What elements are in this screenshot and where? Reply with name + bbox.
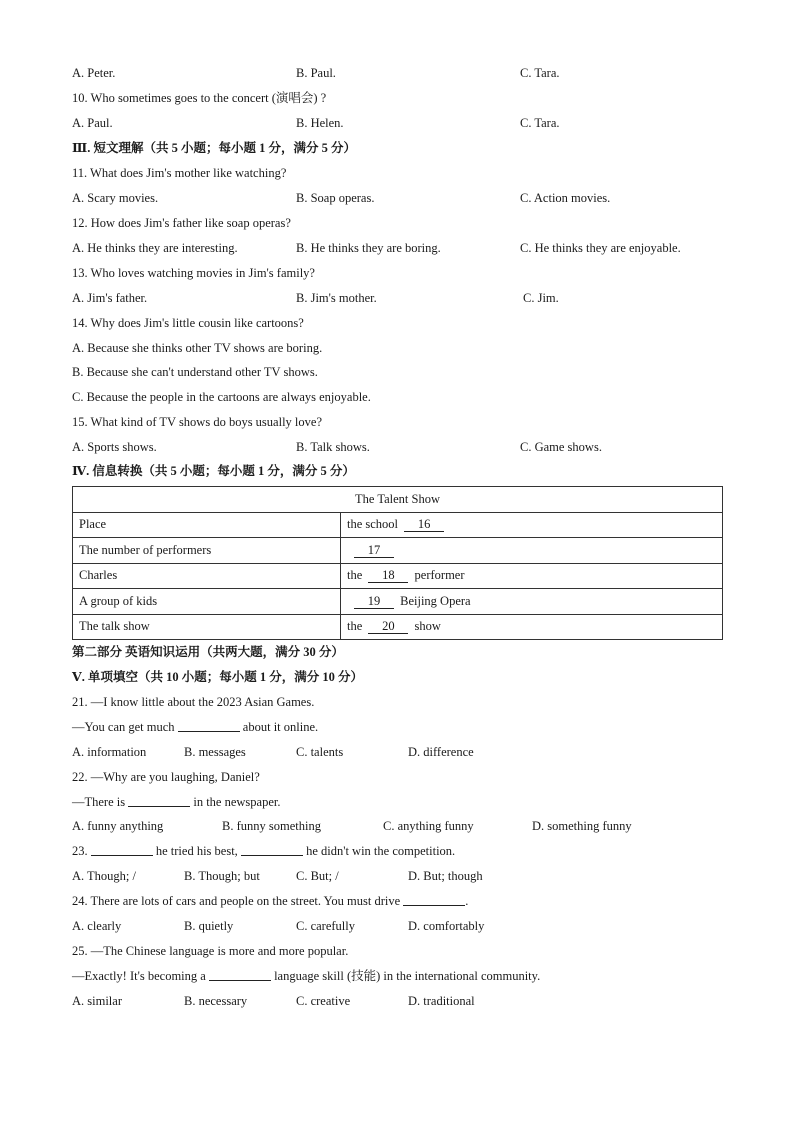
q23-option-a: A. Though; / (72, 869, 137, 883)
q13-option-a: A. Jim's father. (72, 291, 148, 305)
table-row-value (341, 589, 723, 615)
value-prefix: the school (347, 517, 402, 532)
q11-question: 11. What does Jim's mother like watching? (72, 166, 287, 180)
q23-option-d: D. But; though (408, 869, 483, 883)
q10-option-c: C. Tara. (520, 116, 560, 130)
q25-options (72, 993, 722, 1009)
q23-option-b: B. Though; but (184, 869, 260, 883)
q9-options (72, 65, 722, 81)
q24-option-a: A. clearly (72, 919, 122, 933)
q21-option-d: D. difference (408, 745, 474, 759)
q14-option-a: A. Because she thinks other TV shows are boring. (72, 341, 323, 355)
table-row (73, 512, 723, 538)
q21-blank[interactable] (178, 719, 240, 732)
q25-line-2 (72, 968, 540, 984)
q15-question: 15. What kind of TV shows do boys usually love? (72, 415, 322, 429)
q9-option-a: A. Peter. (72, 66, 116, 80)
table-row-value (341, 512, 723, 538)
q10-question: 10. Who sometimes goes to the concert (演唱会) ? (72, 91, 327, 105)
table-row-value (341, 563, 723, 589)
q22-option-d: D. something funny (532, 819, 632, 833)
q15-options (72, 439, 722, 455)
q14-option-c: C. Because the people in the cartoons are always enjoyable. (72, 390, 371, 404)
value-suffix: performer (411, 568, 465, 583)
q21-line-2 (72, 719, 318, 735)
q22-option-b: B. funny something (222, 819, 321, 833)
table-row-label: The number of performers (73, 538, 341, 564)
q10-option-a: A. Paul. (72, 116, 113, 130)
q9-option-c: C. Tara. (520, 66, 560, 80)
q23-options (72, 868, 722, 884)
q13-option-b: B. Jim's mother. (296, 291, 377, 305)
q24-options (72, 918, 722, 934)
q22-text-after: in the newspaper. (190, 795, 281, 809)
q25-text-before: —Exactly! It's becoming a (72, 969, 209, 983)
table-row-value (341, 538, 723, 564)
q25-option-a: A. similar (72, 994, 122, 1008)
value-prefix: the (347, 568, 366, 583)
q25-option-b: B. necessary (184, 994, 248, 1008)
q24-blank[interactable] (403, 893, 465, 906)
q12-option-b: B. He thinks they are boring. (296, 241, 441, 255)
q22-line-2 (72, 794, 281, 810)
q12-option-c: C. He thinks they are enjoyable. (520, 241, 681, 255)
q21-line-1: 21. —I know little about the 2023 Asian Games. (72, 695, 315, 709)
q11-options (72, 190, 722, 206)
q12-options (72, 240, 722, 256)
table-title-row (73, 487, 723, 513)
q22-option-a: A. funny anything (72, 819, 164, 833)
q22-blank[interactable] (128, 794, 190, 807)
table-row (73, 614, 723, 640)
q24-question (72, 893, 468, 909)
table-row-label: A group of kids (73, 589, 341, 615)
q25-line-1: 25. —The Chinese language is more and more popular. (72, 944, 349, 958)
q21-option-a: A. information (72, 745, 147, 759)
q25-option-c: C. creative (296, 994, 351, 1008)
q10-option-b: B. Helen. (296, 116, 344, 130)
table-row-label: Charles (73, 563, 341, 589)
table-row (73, 538, 723, 564)
q23-blank-2[interactable] (241, 843, 303, 856)
q24-text-before: 24. There are lots of cars and people on the street. You must drive (72, 894, 404, 908)
q13-options (72, 290, 722, 306)
section-5-heading: Ⅴ. 单项填空（共 10 小题；每小题 1 分，满分 10 分） (72, 670, 363, 684)
talent-show-table (72, 486, 723, 640)
section-3-heading: Ⅲ. 短文理解（共 5 小题；每小题 1 分，满分 5 分） (72, 141, 356, 155)
q11-option-b: B. Soap operas. (296, 191, 375, 205)
value-prefix: the (347, 619, 366, 634)
q22-option-c: C. anything funny (383, 819, 474, 833)
table-title: The Talent Show (73, 487, 723, 513)
table-row-value (341, 614, 723, 640)
q11-option-a: A. Scary movies. (72, 191, 159, 205)
q25-blank[interactable] (209, 968, 271, 981)
q23-text-middle: he tried his best, (152, 844, 241, 858)
q15-option-b: B. Talk shows. (296, 440, 370, 454)
q22-text-before: —There is (72, 795, 129, 809)
answer-blank-17[interactable]: 17 (354, 544, 394, 558)
q25-option-d: D. traditional (408, 994, 475, 1008)
q21-option-c: C. talents (296, 745, 344, 759)
answer-blank-19[interactable]: 19 (354, 595, 394, 609)
q21-text-before: —You can get much (72, 720, 178, 734)
q15-option-c: C. Game shows. (520, 440, 602, 454)
q11-option-c: C. Action movies. (520, 191, 611, 205)
value-suffix: Beijing Opera (397, 593, 471, 608)
value-suffix: show (411, 619, 441, 634)
q24-option-d: D. comfortably (408, 919, 485, 933)
table-row-label: Place (73, 512, 341, 538)
q15-option-a: A. Sports shows. (72, 440, 157, 454)
q22-options (72, 818, 722, 834)
q12-option-a: A. He thinks they are interesting. (72, 241, 238, 255)
q22-line-1: 22. —Why are you laughing, Daniel? (72, 770, 260, 784)
table-row-label: The talk show (73, 614, 341, 640)
answer-blank-18[interactable]: 18 (368, 569, 408, 583)
answer-blank-16[interactable]: 16 (404, 518, 444, 532)
section-4-heading: Ⅳ. 信息转换（共 5 小题；每小题 1 分，满分 5 分） (72, 464, 355, 478)
q23-option-c: C. But; / (296, 869, 339, 883)
q13-option-c: C. Jim. (523, 291, 559, 305)
q21-option-b: B. messages (184, 745, 246, 759)
q23-blank-1[interactable] (91, 843, 153, 856)
q24-option-c: C. carefully (296, 919, 356, 933)
q21-text-after: about it online. (239, 720, 319, 734)
answer-blank-20[interactable]: 20 (368, 620, 408, 634)
q14-question: 14. Why does Jim's little cousin like cartoons? (72, 316, 304, 330)
q14-option-b: B. Because she can't understand other TV shows. (72, 365, 318, 379)
q24-text-after: . (465, 894, 469, 908)
q24-option-b: B. quietly (184, 919, 234, 933)
q25-text-after: language skill (技能) in the international community. (270, 969, 541, 983)
q21-options (72, 744, 722, 760)
q12-question: 12. How does Jim's father like soap operas? (72, 216, 291, 230)
part-2-heading: 第二部分 英语知识运用（共两大题，满分 30 分） (72, 645, 344, 659)
table-row (73, 563, 723, 589)
q13-question: 13. Who loves watching movies in Jim's family? (72, 266, 315, 280)
q9-option-b: B. Paul. (296, 66, 336, 80)
q10-options (72, 115, 722, 131)
table-row (73, 589, 723, 615)
q23-number: 23. (72, 844, 91, 858)
q23-question (72, 843, 455, 859)
q23-text-after: he didn't win the competition. (302, 844, 456, 858)
